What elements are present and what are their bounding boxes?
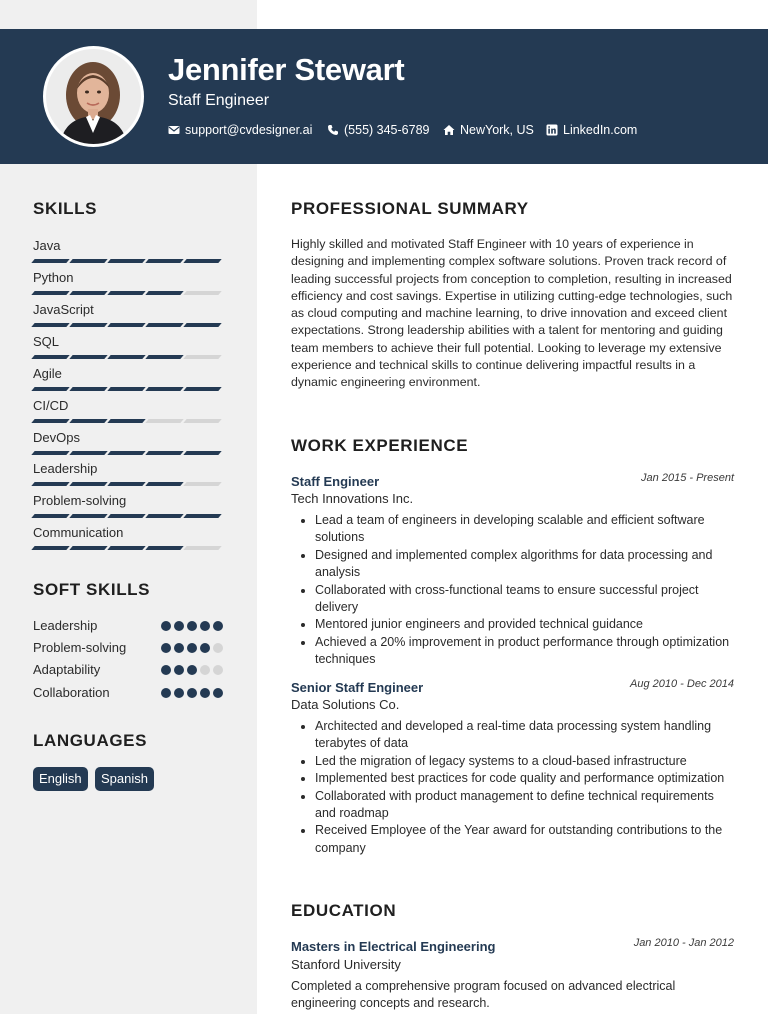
soft-skill-item — [33, 685, 223, 703]
candidate-title: Staff Engineer — [168, 92, 270, 109]
skill-level-segment — [31, 482, 69, 486]
rating-dot — [200, 643, 210, 653]
rating-dot — [187, 688, 197, 698]
skill-name: DevOps — [33, 430, 80, 445]
skill-level-segment — [69, 259, 107, 263]
job-title: Staff Engineer — [291, 474, 380, 489]
skill-level-segment — [69, 355, 107, 359]
skill-level-segment — [31, 514, 69, 518]
soft-skill-rating — [161, 665, 223, 675]
skill-level-segment — [145, 546, 183, 550]
list-item: Collaborated with product management to define technical requirements and roadmap — [297, 788, 737, 823]
skill-level-bar — [33, 259, 220, 263]
soft-skill-item — [33, 640, 223, 658]
job-title: Senior Staff Engineer — [291, 680, 424, 695]
skill-level-segment — [107, 514, 145, 518]
contact-location-text: NewYork, US — [460, 123, 534, 137]
skill-level-segment — [107, 291, 145, 295]
language-badge-spanish: Spanish — [95, 767, 154, 791]
skill-item — [33, 302, 223, 334]
education-school: Stanford University — [291, 957, 401, 972]
skill-level-segment — [183, 323, 221, 327]
skill-name: Communication — [33, 525, 124, 540]
list-item: Achieved a 20% improvement in product performance through optimization techniques — [297, 634, 737, 669]
skill-level-segment — [31, 387, 69, 391]
soft-skills-heading: SOFT SKILLS — [33, 580, 151, 599]
rating-dot — [200, 665, 210, 675]
skill-name: Python — [33, 270, 74, 285]
skill-level-segment — [183, 291, 221, 295]
list-item: Designed and implemented complex algorithms for data processing and analysis — [297, 547, 737, 582]
skill-level-segment — [107, 355, 145, 359]
profile-photo — [43, 46, 144, 147]
education-description: Completed a comprehensive program focused on advanced electrical engineering concepts and research. — [291, 979, 676, 1011]
rating-dot — [213, 621, 223, 631]
skill-level-segment — [107, 323, 145, 327]
list-item: Received Employee of the Year award for outstanding contributions to the company — [297, 822, 737, 857]
list-item: Implemented best practices for code quality and performance optimization — [297, 770, 737, 787]
contact-email[interactable] — [168, 123, 312, 137]
skill-level-segment — [183, 387, 221, 391]
skill-level-segment — [31, 355, 69, 359]
soft-skill-item — [33, 618, 223, 636]
rating-dot — [213, 688, 223, 698]
skill-level-segment — [69, 387, 107, 391]
summary-heading: PROFESSIONAL SUMMARY — [291, 199, 529, 218]
rating-dot — [161, 621, 171, 631]
envelope-icon — [168, 124, 180, 136]
skill-item — [33, 493, 223, 525]
skill-level-segment — [183, 419, 221, 423]
skill-name: CI/CD — [33, 398, 69, 413]
contact-linkedin[interactable] — [546, 123, 637, 137]
education-heading: EDUCATION — [291, 901, 397, 920]
skill-level-bar — [33, 323, 220, 327]
soft-skill-rating — [161, 688, 223, 698]
soft-skill-name: Collaboration — [33, 685, 110, 700]
skill-name: Agile — [33, 366, 62, 381]
soft-skill-name: Problem-solving — [33, 640, 127, 655]
profile-photo-image — [46, 49, 141, 144]
skill-level-segment — [107, 482, 145, 486]
job-bullets — [297, 718, 737, 857]
skill-name: JavaScript — [33, 302, 94, 317]
skill-level-segment — [69, 419, 107, 423]
skill-level-bar — [33, 514, 220, 518]
skill-level-bar — [33, 291, 220, 295]
rating-dot — [161, 688, 171, 698]
skill-level-bar — [33, 387, 220, 391]
rating-dot — [174, 688, 184, 698]
rating-dot — [161, 665, 171, 675]
skill-item — [33, 525, 223, 557]
rating-dot — [174, 665, 184, 675]
summary-text: Highly skilled and motivated Staff Engineer with 10 years of experience in designing and implementing complex software solutions. Proven track record of leading successful projects from conception to completion, resulting in increased efficiency and cost savings. Expertise in utilizing cutting-edge technologies, such as cloud computing and machine learning, to drive innovation and exceed client expectations. Strong leadership abilities with a talent for mentoring and guiding team members to achieve their full potential. Looking to leverage my extensive experience and technical skills to continue delivering impactful results in a dynamic engineering environment. — [291, 237, 733, 390]
skill-level-segment — [145, 323, 183, 327]
languages-heading: LANGUAGES — [33, 731, 148, 750]
contact-phone-text: (555) 345-6789 — [344, 123, 430, 137]
rating-dot — [200, 621, 210, 631]
education-degree: Masters in Electrical Engineering — [291, 939, 496, 954]
experience-heading: WORK EXPERIENCE — [291, 436, 469, 455]
skill-level-segment — [145, 451, 183, 455]
skill-level-segment — [107, 451, 145, 455]
skill-item — [33, 461, 223, 493]
list-item: Led the migration of legacy systems to a cloud-based infrastructure — [297, 753, 737, 770]
skill-level-segment — [107, 546, 145, 550]
phone-icon — [327, 124, 339, 136]
skill-name: Leadership — [33, 461, 98, 476]
skill-level-segment — [69, 546, 107, 550]
skill-level-segment — [183, 546, 221, 550]
candidate-name: Jennifer Stewart — [168, 52, 405, 87]
soft-skill-rating — [161, 643, 223, 653]
contact-location — [443, 123, 534, 137]
skill-item — [33, 334, 223, 366]
skill-level-segment — [145, 482, 183, 486]
skill-level-segment — [145, 355, 183, 359]
skill-level-segment — [145, 259, 183, 263]
skill-level-segment — [107, 259, 145, 263]
skill-item — [33, 430, 223, 462]
skill-level-segment — [183, 355, 221, 359]
rating-dot — [200, 688, 210, 698]
list-item: Architected and developed a real-time data processing system handling terabytes of data — [297, 718, 737, 753]
rating-dot — [213, 643, 223, 653]
skill-level-segment — [183, 451, 221, 455]
skill-level-segment — [69, 323, 107, 327]
skill-name: Java — [33, 238, 61, 253]
skill-level-segment — [183, 482, 221, 486]
skill-name: SQL — [33, 334, 60, 349]
skill-item — [33, 398, 223, 430]
skill-level-segment — [69, 451, 107, 455]
skill-level-segment — [145, 514, 183, 518]
skill-level-segment — [31, 451, 69, 455]
skill-level-segment — [31, 323, 69, 327]
job-company: Tech Innovations Inc. — [291, 491, 414, 506]
skill-level-bar — [33, 482, 220, 486]
job-date: Aug 2010 - Dec 2014 — [630, 678, 734, 690]
skill-level-segment — [31, 419, 69, 423]
skill-item — [33, 238, 223, 270]
job-bullets — [297, 512, 737, 669]
job-company: Data Solutions Co. — [291, 697, 400, 712]
skill-level-segment — [31, 291, 69, 295]
contact-email-text: support@cvdesigner.ai — [185, 123, 313, 137]
skill-level-segment — [145, 291, 183, 295]
rating-dot — [161, 643, 171, 653]
contact-linkedin-text: LinkedIn.com — [563, 123, 638, 137]
home-icon — [443, 124, 455, 136]
skills-heading: SKILLS — [33, 199, 98, 218]
skill-level-segment — [145, 419, 183, 423]
linkedin-icon — [546, 124, 558, 136]
skill-level-segment — [183, 259, 221, 263]
list-item: Lead a team of engineers in developing scalable and efficient software solutions — [297, 512, 737, 547]
list-item: Mentored junior engineers and provided technical guidance — [297, 616, 737, 633]
rating-dot — [213, 665, 223, 675]
list-item: Collaborated with cross-functional teams to ensure successful project delivery — [297, 582, 737, 617]
skill-level-segment — [107, 419, 145, 423]
skill-level-segment — [183, 514, 221, 518]
skill-level-segment — [69, 482, 107, 486]
skill-item — [33, 366, 223, 398]
soft-skill-rating — [161, 621, 223, 631]
skill-level-bar — [33, 546, 220, 550]
skill-level-segment — [69, 514, 107, 518]
soft-skill-name: Leadership — [33, 618, 98, 633]
education-date: Jan 2010 - Jan 2012 — [633, 937, 734, 949]
job-date: Jan 2015 - Present — [641, 472, 734, 484]
rating-dot — [174, 621, 184, 631]
skill-level-segment — [31, 546, 69, 550]
skill-name: Problem-solving — [33, 493, 127, 508]
skill-level-segment — [69, 291, 107, 295]
skill-level-bar — [33, 451, 220, 455]
skill-level-segment — [31, 259, 69, 263]
skill-item — [33, 270, 223, 302]
skill-level-bar — [33, 355, 220, 359]
soft-skill-item — [33, 662, 223, 680]
skill-level-segment — [145, 387, 183, 391]
language-badge-english: English — [33, 767, 88, 791]
soft-skill-name: Adaptability — [33, 662, 101, 677]
contact-phone[interactable] — [327, 123, 429, 137]
skill-level-bar — [33, 419, 220, 423]
skill-level-segment — [107, 387, 145, 391]
rating-dot — [187, 643, 197, 653]
rating-dot — [187, 621, 197, 631]
rating-dot — [187, 665, 197, 675]
rating-dot — [174, 643, 184, 653]
